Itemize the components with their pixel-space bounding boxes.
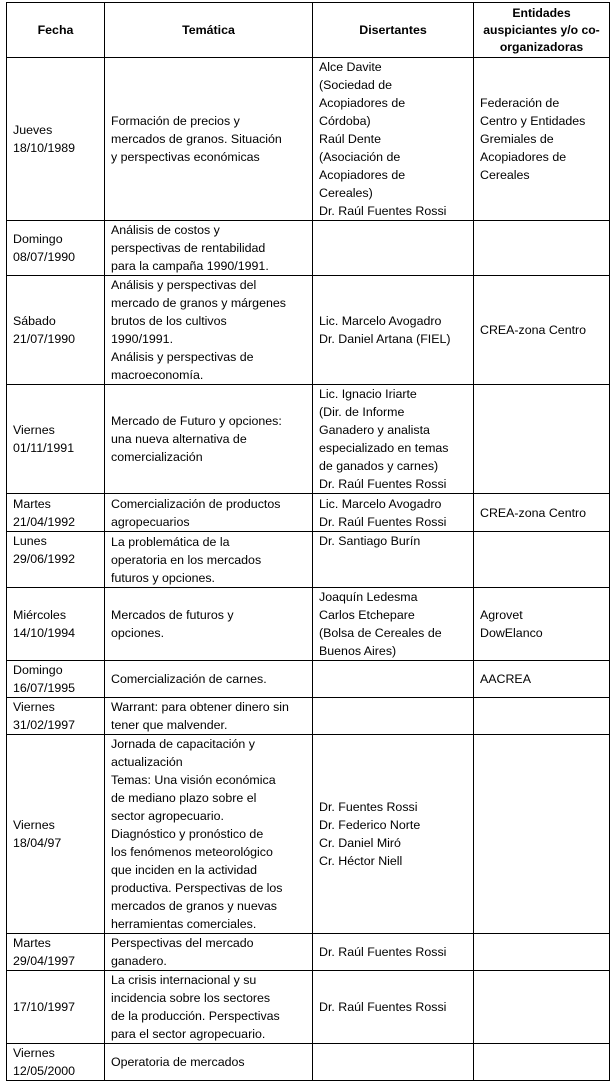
- cell-tematica: La crisis internacional y su incidencia sobre los sectores de la producción. Perspectivas para el sector agropecuario.: [105, 971, 313, 1044]
- cell-tematica: Perspectivas del mercado ganadero.: [105, 934, 313, 971]
- cell-entidades: [474, 698, 610, 735]
- cell-fecha: Martes 29/04/1997: [7, 934, 105, 971]
- header-disertantes: Disertantes: [313, 3, 474, 58]
- cell-fecha: Viernes 12/05/2000: [7, 1044, 105, 1081]
- cell-fecha: Jueves 18/10/1989: [7, 58, 105, 221]
- cell-disertantes: Dr. Raúl Fuentes Rossi: [313, 934, 474, 971]
- cell-tematica: Análisis de costos y perspectivas de rentabilidad para la campaña 1990/1991.: [105, 221, 313, 276]
- cell-entidades: [474, 532, 610, 588]
- cell-tematica: Warrant: para obtener dinero sin tener que malvender.: [105, 698, 313, 735]
- table-row: [7, 494, 610, 532]
- table-row: [7, 532, 610, 588]
- cell-tematica: La problemática de la operatoria en los mercados futuros y opciones.: [105, 532, 313, 588]
- cell-disertantes: Lic. Marcelo Avogadro Dr. Daniel Artana (FIEL): [313, 276, 474, 385]
- cell-fecha: Domingo 16/07/1995: [7, 661, 105, 698]
- cell-fecha: Viernes 18/04/97: [7, 735, 105, 934]
- cell-disertantes: Lic. Ignacio Iriarte (Dir. de Informe Ganadero y analista especializado en temas de ganados y carnes) Dr. Raúl Fuentes Rossi: [313, 385, 474, 494]
- cell-disertantes: Alce Davite (Sociedad de Acopiadores de Córdoba) Raúl Dente (Asociación de Acopiadores de Cereales) Dr. Raúl Fuentes Rossi: [313, 58, 474, 221]
- cell-tematica: Jornada de capacitación y actualización Temas: Una visión económica de mediano plazo sobre el sector agropecuario. Diagnóstico y pronóstico de los fenómenos meteorológico que inciden en la actividad productiva. Perspectivas de los mercados de granos y nuevas herramientas comerciales.: [105, 735, 313, 934]
- cell-entidades: CREA-zona Centro: [474, 276, 610, 385]
- cell-entidades: CREA-zona Centro: [474, 494, 610, 532]
- cell-entidades: Agrovet DowElanco: [474, 588, 610, 661]
- table-row: [7, 588, 610, 661]
- cell-tematica: Operatoria de mercados: [105, 1044, 313, 1081]
- header-entidades: Entidades auspiciantes y/o co- organizadoras: [474, 3, 610, 58]
- table-row: [7, 971, 610, 1044]
- cell-fecha: Viernes 01/11/1991: [7, 385, 105, 494]
- cell-fecha: Sábado 21/07/1990: [7, 276, 105, 385]
- cell-tematica: Formación de precios y mercados de granos. Situación y perspectivas económicas: [105, 58, 313, 221]
- cell-disertantes: Dr. Raúl Fuentes Rossi: [313, 971, 474, 1044]
- header-fecha: Fecha: [7, 3, 105, 58]
- cell-disertantes: [313, 698, 474, 735]
- cell-entidades: [474, 221, 610, 276]
- cell-disertantes: Lic. Marcelo Avogadro Dr. Raúl Fuentes Rossi: [313, 494, 474, 532]
- cell-entidades: [474, 934, 610, 971]
- cell-fecha: Lunes 29/06/1992: [7, 532, 105, 588]
- cell-entidades: [474, 971, 610, 1044]
- table-row: [7, 221, 610, 276]
- table-row: [7, 934, 610, 971]
- cell-fecha: Miércoles 14/10/1994: [7, 588, 105, 661]
- cell-fecha: Viernes 31/02/1997: [7, 698, 105, 735]
- cell-disertantes: [313, 221, 474, 276]
- cell-tematica: Comercialización de productos agropecuarios: [105, 494, 313, 532]
- table-row: [7, 661, 610, 698]
- cell-tematica: Análisis y perspectivas del mercado de granos y márgenes brutos de los cultivos 1990/1991. Análisis y perspectivas de macroeconomía.: [105, 276, 313, 385]
- cell-entidades: [474, 735, 610, 934]
- cell-fecha: Martes 21/04/1992: [7, 494, 105, 532]
- table-row: [7, 735, 610, 934]
- cell-disertantes: Joaquín Ledesma Carlos Etchepare (Bolsa de Cereales de Buenos Aires): [313, 588, 474, 661]
- cell-tematica: Mercados de futuros y opciones.: [105, 588, 313, 661]
- cell-disertantes: Dr. Fuentes Rossi Dr. Federico Norte Cr. Daniel Miró Cr. Héctor Niell: [313, 735, 474, 934]
- table-row: [7, 698, 610, 735]
- cell-tematica: Mercado de Futuro y opciones: una nueva alternativa de comercialización: [105, 385, 313, 494]
- cell-fecha: 17/10/1997: [7, 971, 105, 1044]
- table-row: [7, 276, 610, 385]
- header-tematica: Temática: [105, 3, 313, 58]
- events-table: [6, 2, 610, 1081]
- cell-entidades: Federación de Centro y Entidades Gremiales de Acopiadores de Cereales: [474, 58, 610, 221]
- cell-fecha: Domingo 08/07/1990: [7, 221, 105, 276]
- cell-disertantes: [313, 661, 474, 698]
- cell-entidades: [474, 385, 610, 494]
- table-row: [7, 58, 610, 221]
- cell-tematica: Comercialización de carnes.: [105, 661, 313, 698]
- header-row: [7, 3, 610, 58]
- table-row: [7, 385, 610, 494]
- cell-entidades: AACREA: [474, 661, 610, 698]
- cell-entidades: [474, 1044, 610, 1081]
- table-row: [7, 1044, 610, 1081]
- cell-disertantes: [313, 1044, 474, 1081]
- cell-disertantes: Dr. Santiago Burín: [313, 532, 474, 588]
